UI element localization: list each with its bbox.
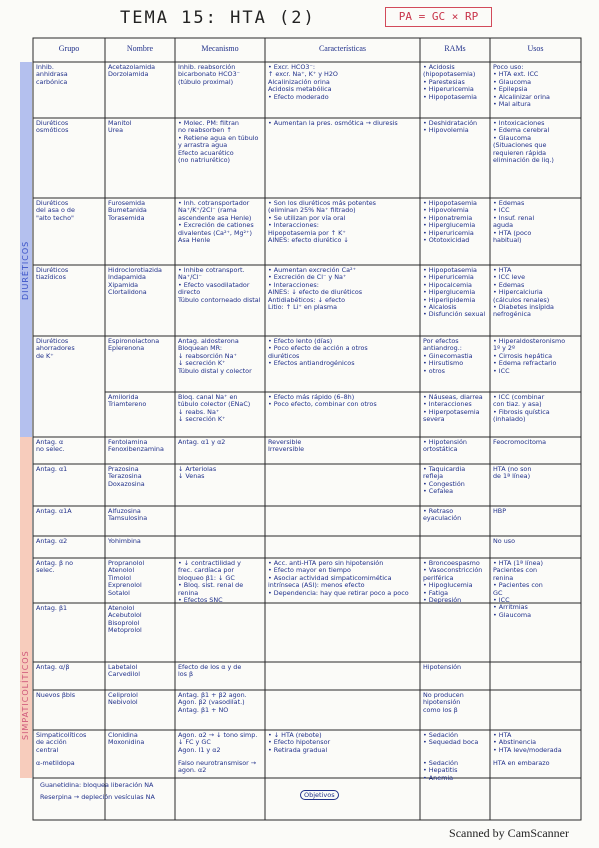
cell-grupo: Antag. β no selec. xyxy=(36,559,74,575)
cell-grupo: Diuréticos osmóticos xyxy=(36,119,69,135)
cell-nombre: Espironolactona Eplerenona xyxy=(108,337,160,353)
cell-grupo: Inhib. anhidrasa carbónica xyxy=(36,63,68,86)
cell-nombre xyxy=(108,760,174,778)
cell-caract xyxy=(268,466,419,506)
cell-nombre: Atenolol Acebutolol Bisoprolol Metoprolol xyxy=(108,604,142,635)
cell-caract: • Excr. HCO3⁻: ↑ excr. Na⁺, K⁺ y H2O Alcalinización orina Acidosis metabólica • Efecto moderado xyxy=(268,63,338,101)
side-label-diureticos: DIURÉTICOS xyxy=(21,240,30,300)
cell-rams: Hipotensión xyxy=(423,663,462,671)
cell-caract xyxy=(268,508,419,536)
header-caracteristicas: Características xyxy=(318,44,367,53)
cell-grupo: Antag. β1 xyxy=(36,604,68,612)
cell-caract xyxy=(268,664,419,690)
cell-nombre: Propranolol Atenolol Timolol Exprenolol Sotalol xyxy=(108,559,145,597)
cell-caract xyxy=(268,692,419,730)
cell-usos: HTA en embarazo xyxy=(493,759,550,767)
objetivos-tag: Objetivos xyxy=(300,790,339,800)
cell-grupo: Diuréticos tiazídicos xyxy=(36,266,69,282)
cell-rams xyxy=(423,538,489,558)
cell-mecanismo xyxy=(178,605,264,662)
cell-usos: • ICC (combinar con tiaz. y asa) • Fibrosis quística (inhalado) xyxy=(493,393,550,424)
cell-grupo: Diuréticos del asa o de "alto techo" xyxy=(36,199,75,222)
cell-nombre: Clonidina Moxonidina xyxy=(108,731,145,747)
cell-mecanismo: • Inh. cotransportador Na⁺/K⁺/2Cl⁻ (rama ascendente asa Henle) • Excreción de cationes divalentes (Ca²⁺, Mg²⁺) Asa Henle xyxy=(178,199,254,245)
cell-rams xyxy=(423,605,489,662)
cell-nombre: Furosemida Bumetanida Torasemida xyxy=(108,199,147,222)
cell-mecanismo: Antag. α1 y α2 xyxy=(178,438,226,446)
cell-caract: • Efecto lento (días) • Poco efecto de acción a otros diuréticos • Efectos antiandrogénicos xyxy=(268,337,368,368)
cell-usos xyxy=(493,664,580,690)
cell-nombre: Yohimbina xyxy=(108,537,141,545)
extra-line-1: Guanetidina: bloquea liberación NA xyxy=(40,781,154,789)
cell-rams: • Deshidratación • Hipovolemia xyxy=(423,119,478,135)
cell-rams: • Hipotensión ortostática xyxy=(423,438,467,454)
header-grupo: Grupo xyxy=(58,44,80,53)
cell-grupo: Antag. α2 xyxy=(36,537,68,545)
cell-usos: No uso xyxy=(493,537,516,545)
cell-usos: • HTA (1ª línea) Pacientes con renina • Pacientes con GC • ICC • Arritmias • Glaucoma xyxy=(493,559,543,619)
cell-mecanismo xyxy=(178,538,264,558)
cell-mecanismo xyxy=(178,508,264,536)
cell-grupo: Nuevos βbls xyxy=(36,691,76,699)
cell-mecanismo: Agon. α2 → ↓ tono simp. ↓ FC y GC Agon. I1 y α2 xyxy=(178,731,258,754)
cell-caract: • Acc. anti-HTA pero sin hipotensión • Efecto mayor en tiempo • Asociar actividad simpaticomimética intrínseca (ASI): menos efecto • Dependencia: hay que retirar poco a poco xyxy=(268,559,409,597)
cell-usos: HTA (no son de 1ª línea) xyxy=(493,465,532,481)
cell-nombre: Manitol Urea xyxy=(108,119,132,135)
cell-usos xyxy=(493,692,580,730)
cell-mecanismo: Antag. aldosterona Bloquean MR: ↓ reabsorción Na⁺ ↓ secreción K⁺ Túbulo distal y colector xyxy=(178,337,252,375)
cell-grupo: α-metildopa xyxy=(36,759,75,767)
cell-grupo: Diuréticos ahorradores de K⁺ xyxy=(36,337,75,360)
cell-nombre: Hidroclorotiazida Indapamida Xipamida Clortalidona xyxy=(108,266,162,297)
cell-grupo: Antag. α1 xyxy=(36,465,68,473)
cell-nombre: Fentolamina Fenoxibenzamina xyxy=(108,438,164,454)
cell-caract xyxy=(268,538,419,558)
cell-nombre: Celiprolol Nebivolol xyxy=(108,691,138,707)
formula-box: PA = GC × RP xyxy=(385,7,492,27)
cell-rams: • Hipopotasemia • Hipovolemia • Hiponatremia • Hiperglucemia • Hiperuricemia • Ototoxicidad xyxy=(423,199,477,245)
cell-mecanismo: ↓ Arteriolas ↓ Venas xyxy=(178,465,217,481)
cell-mecanismo: • Inhibe cotransport. Na⁺/Cl⁻ • Efecto vasodilatador directo Túbulo contorneado distal xyxy=(178,266,261,304)
cell-rams: • Broncoespasmo • Vasoconstricción periférica • Hipoglucemia • Fatiga • Depresión xyxy=(423,559,483,605)
side-label-simpaticoliticos: SIMPATICOLÍTICOS xyxy=(21,650,30,740)
cell-rams: • Retraso eyaculación xyxy=(423,507,462,523)
cell-rams: No producen hipotensión como los β xyxy=(423,691,464,714)
cell-rams: Por efectos antiandrog.: • Ginecomastia • Hirsutismo • otros xyxy=(423,337,473,375)
cell-rams: • Acidosis (hipopotasemia) • Parestesias • Hiperuricemia • Hipopotasemia xyxy=(423,63,477,101)
cell-grupo xyxy=(36,394,104,437)
cell-rams: • Náuseas, diarrea • Interacciones • Hiperpotasemia severa xyxy=(423,393,483,424)
cell-usos: • Hiperaldosteronismo 1º y 2º • Cirrosis hepática • Edema refractario • ICC xyxy=(493,337,566,375)
header-rams: RAMs xyxy=(444,44,466,53)
cell-nombre: Acetazolamida Dorzolamida xyxy=(108,63,156,79)
cell-usos xyxy=(493,605,580,662)
cell-caract: • Aumentan la pres. osmótica → diuresis xyxy=(268,119,398,127)
cell-caract: Reversible Irreversible xyxy=(268,438,305,454)
cell-usos: • Intoxicaciones • Edema cerebral • Glaucoma (Situaciones que requieren rápida eliminación de liq.) xyxy=(493,119,554,165)
cell-caract: • Son los diuréticos más potentes (eliminan 25% Na⁺ filtrado) • Se utilizan por vía oral • Interacciones: Hipopotasemia por ↑ K⁺ AINES: efecto diurético ↓ xyxy=(268,199,376,245)
cell-mecanismo: Antag. β1 + β2 agon. Agon. β2 (vasodilat.) Antag. β1 + NO xyxy=(178,691,247,714)
cell-grupo: Antag. α no selec. xyxy=(36,438,65,454)
cell-usos: • Edemas • ICC • Insuf. renal aguda • HTA (poco habitual) xyxy=(493,199,535,245)
cell-mecanismo: Inhib. reabsorción bicarbonato HCO3⁻ (túbulo proximal) xyxy=(178,63,241,86)
cell-caract: • Aumentan excreción Ca²⁺ • Excreción de Cl⁻ y Na⁺ • Interacciones: AINES: ↓ efecto de diuréticos Antidiabéticos: ↓ efecto Litio: ↑ Li⁺ en plasma xyxy=(268,266,363,312)
scanner-watermark: Scanned by CamScanner xyxy=(449,826,569,840)
header-nombre: Nombre xyxy=(126,44,154,53)
cell-caract xyxy=(268,760,419,778)
cell-rams: • Hipopotasemia • Hiperuricemia • Hipocalcemia • Hiperglucemia • Hiperlipidemia • Alcalosis • Disfunción sexual xyxy=(423,266,486,319)
cell-rams: • Taquicardia refleja • Congestión • Cefalea xyxy=(423,465,466,496)
header-mecanismo: Mecanismo xyxy=(201,44,239,53)
cell-usos: • HTA • ICC leve • Edemas • Hipercalciuria (cálculos renales) • Diabetes insípida nefrogénica xyxy=(493,266,554,319)
cell-caract: • Efecto más rápido (6–8h) • Poco efecto, combinar con otros xyxy=(268,393,377,409)
cell-nombre: Alfuzosina Tamsulosina xyxy=(108,507,148,523)
cell-usos: Poco uso: • HTA ext. ICC • Glaucoma • Epilepsia • Alcalinizar orina • Mal altura xyxy=(493,63,550,109)
cell-nombre: Prazosina Terazosina Doxazosina xyxy=(108,465,145,488)
cell-grupo: Simpaticolíticos de acción central xyxy=(36,731,87,754)
cell-usos: • HTA • Abstinencia • HTA leve/moderada xyxy=(493,731,562,754)
cell-nombre: Amilorida Triamtereno xyxy=(108,393,147,409)
cell-mecanismo: Falso neurotransmisor → agon. α2 xyxy=(178,759,257,775)
cell-nombre: Labetalol Carvedilol xyxy=(108,663,141,679)
cell-mecanismo: Bloq. canal Na⁺ en túbulo colector (ENaC) ↓ reabs. Na⁺ ↓ secreción K⁺ xyxy=(178,393,251,424)
header-usos: Usos xyxy=(527,44,544,53)
page-title: TEMA 15: HTA (2) xyxy=(120,8,316,28)
cell-caract: • ↓ HTA (rebote) • Efecto hipotensor • Retirada gradual xyxy=(268,731,331,754)
cell-grupo: Antag. α1A xyxy=(36,507,72,515)
cell-mecanismo: • Molec. PM: filtran no reabsorben ↑ • Retiene agua en túbulo y arrastra agua Efecto acuarético (no natriurético) xyxy=(178,119,259,165)
cell-usos: Feocromocitoma xyxy=(493,438,547,446)
cell-rams: • Sedación • Hepatitis • Anemia xyxy=(423,759,459,782)
cell-rams: • Sedación • Sequedad boca xyxy=(423,731,479,747)
cell-grupo: Antag. α/β xyxy=(36,663,70,671)
cell-mecanismo: • ↓ contractilidad y frec. cardíaca por bloqueo β1: ↓ GC • Bloq. sist. renal de renina • Efectos SNC xyxy=(178,559,244,605)
cell-usos: HBP xyxy=(493,507,507,515)
cell-caract xyxy=(268,605,419,662)
extra-line-2: Reserpina → depleción vesículas NA xyxy=(40,793,155,801)
cell-mecanismo: Efecto de los α y de los β xyxy=(178,663,242,679)
